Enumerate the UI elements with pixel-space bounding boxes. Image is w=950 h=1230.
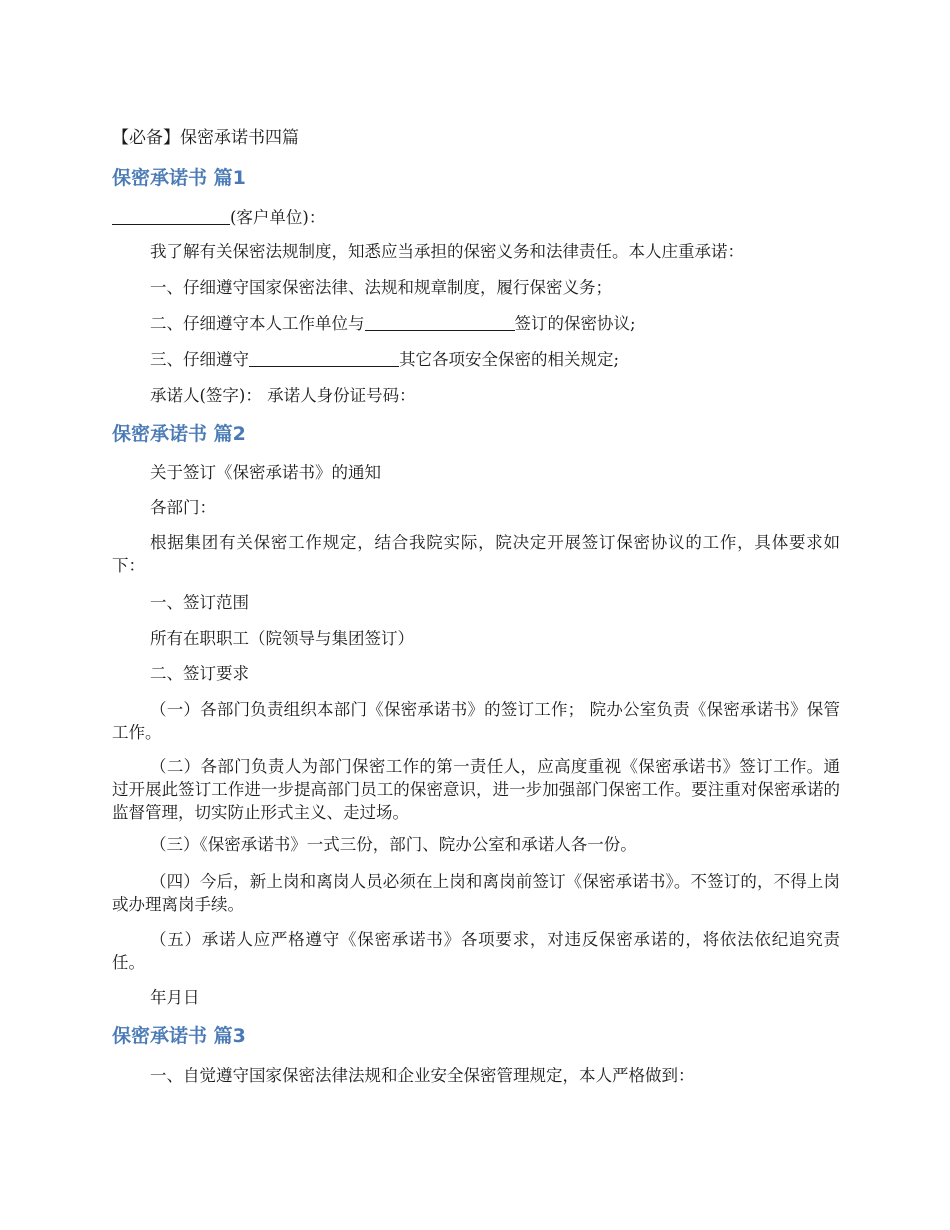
section3-item-1: 一、自觉遵守国家保密法律法规和企业安全保密管理规定，本人严格做到： [150,1066,695,1085]
section-heading-2: 保密承诺书 篇2 [112,423,246,445]
addressee: 各部门： [150,498,216,517]
subheading-scope: 一、签订范围 [150,593,249,612]
requirement-5: （五）承诺人应严格遵守《保密承诺书》各项要求，对违反保密承诺的，将依法依纪追究责任。 [112,930,840,972]
signature-line: 承诺人(签字)： 承诺人身份证号码： [150,386,416,405]
commitment-item-2 [150,312,636,336]
commitment-item-3 [150,348,619,372]
requirement-4: （四）今后，新上岗和离岗人员必须在上岗和离岗前签订《保密承诺书》。不签订的，不得上岗或办理离岗手续。 [112,872,840,914]
section-heading-1: 保密承诺书 篇1 [112,167,246,189]
blank-line [249,350,399,367]
blank-line [112,208,230,225]
subheading-requirements: 二、签订要求 [150,664,249,683]
commitment-item-1: 一、仔细遵守国家保密法律、法规和规章制度，履行保密义务； [150,278,612,297]
client-label: (客户单位)： [230,208,326,227]
document-title: 【必备】保密承诺书四篇 [112,128,299,148]
section-heading-3: 保密承诺书 篇3 [112,1025,246,1047]
scope-text: 所有在职职工（院领导与集团签订） [150,629,414,648]
item3-prefix: 三、仔细遵守 [150,350,249,369]
intro-paragraph: 我了解有关保密法规制度，知悉应当承担的保密义务和法律责任。本人庄重承诺： [150,242,744,261]
blank-line [365,314,515,331]
requirement-3: （三）《保密承诺书》一式三份，部门、院办公室和承诺人各一份。 [150,835,637,854]
requirement-1: （一）各部门负责组织本部门《保密承诺书》的签订工作； 院办公室负责《保密承诺书》保管工作。 [112,700,840,742]
notice-title: 关于签订《保密承诺书》的通知 [150,463,381,482]
item2-suffix: 签订的保密协议; [514,314,636,333]
item3-suffix: 其它各项安全保密的相关规定; [399,350,620,369]
notice-paragraph: 根据集团有关保密工作规定，结合我院实际，院决定开展签订保密协议的工作，具体要求如下： [112,533,840,575]
item2-prefix: 二、仔细遵守本人工作单位与 [150,314,365,333]
requirement-2: （二）各部门负责人为部门保密工作的第一责任人，应高度重视《保密承诺书》签订工作。通过开展此签订工作进一步提高部门员工的保密意识，进一步加强部门保密工作。要注重对保密承诺的监督管理，切实防止形式主义、走过场。 [112,757,840,822]
client-line [112,206,325,230]
date-line: 年月日 [150,988,200,1007]
